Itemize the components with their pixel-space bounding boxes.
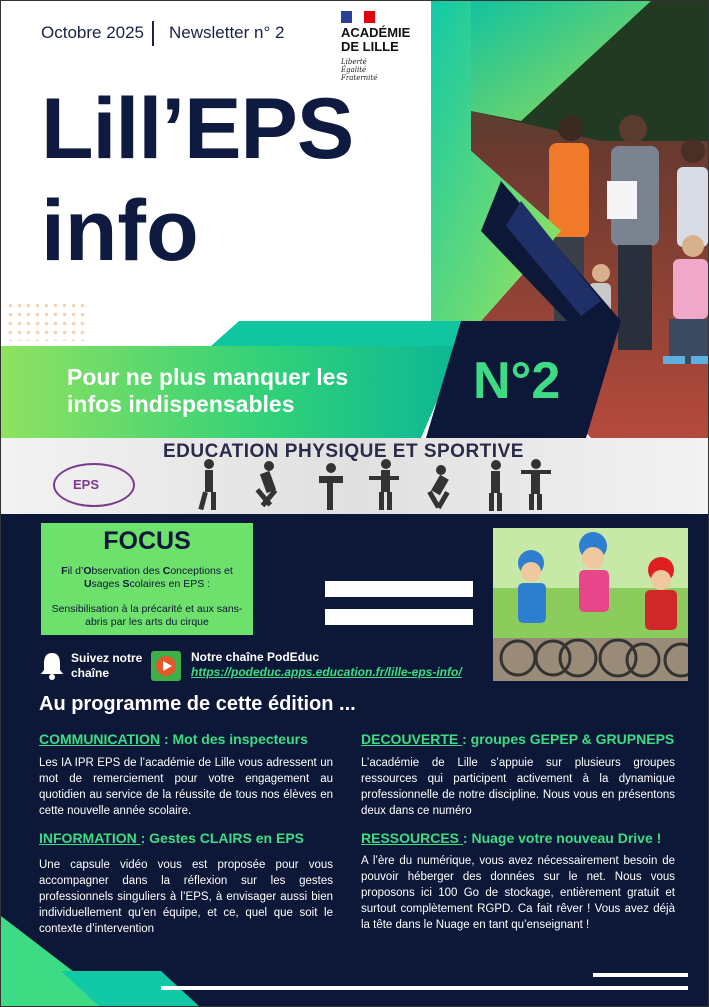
motto-fraternite: Fraternité	[341, 74, 378, 82]
main-title-line2: info	[41, 183, 199, 279]
eps-logo-text: EPS	[73, 477, 100, 492]
section-ressources-heading[interactable]: RESSOURCES : Nuage votre nouveau Drive !	[361, 830, 662, 846]
academie-name-line2: DE LILLE	[341, 39, 399, 54]
focus-subject: Sensibilisation à la précarité et aux sans-abris par les arts du cirque	[51, 603, 243, 628]
podeduc-play-icon[interactable]	[151, 651, 181, 681]
bell-icon[interactable]	[39, 650, 65, 680]
section-ressources-text: A l’ère du numérique, vous avez nécessairement besoin de pouvoir héberger des données sur le net. Nous vous proposons ici 100 Go de stockage, entièrement gratuit et surtout complètement RGPD. Ca fait rêver ! Vous avez déjà la tête dans le Nuage en tant qu’enseignant !	[361, 855, 675, 931]
programme-heading: Au programme de cette édition ...	[39, 693, 356, 715]
section-communication-text: Les IA IPR EPS de l’académie de Lille vous adressent un mot de remerciement pour votre engagement au quotidien au service de la réussite de tous nos élèves en cette nouvelle année scolaire.	[39, 757, 333, 817]
follow-line2: chaîne	[71, 666, 110, 680]
academie-logo-text	[341, 26, 410, 54]
section-decouverte-text: L’académie de Lille s’appuie sur plusieurs groupes ressources qui participent activement à la dynamique professionnelle de notre discipline. Nous vous en présentons deux dans ce numéro	[361, 757, 675, 817]
newsletter-number: Newsletter n° 2	[169, 23, 285, 42]
decorative-line	[161, 986, 688, 990]
main-title-line1: Lill’EPS	[41, 81, 354, 177]
academie-motto	[341, 58, 377, 82]
follow-line1: Suivez notre	[71, 651, 143, 665]
section-decouverte-heading[interactable]: DECOUVERTE : groupes GEPEP & GRUPNEPS	[361, 731, 675, 747]
section-information-heading[interactable]: INFORMATION : Gestes CLAIRS en EPS	[39, 830, 305, 846]
decorative-bar	[325, 609, 473, 625]
section-communication-heading[interactable]: COMMUNICATION : Mot des inspecteurs	[39, 731, 308, 747]
motto-egalite: Égalité	[341, 66, 367, 74]
decorative-bar	[325, 581, 473, 597]
edition-date: Octobre 2025	[41, 23, 145, 42]
bottom-left-decoration	[1, 916, 261, 1007]
section-information-text: Une capsule vidéo vous est proposée pour vous accompagner dans la réflexion sur les gestes professionnels singuliers à l’EPS, à envisager aussi bien individuellement qu’en équipe, et ce, quel que soit le contexte d’intervention	[39, 859, 333, 935]
header-divider	[152, 21, 154, 46]
athletes-silhouettes	[191, 456, 561, 514]
issue-number: N°2	[473, 352, 561, 410]
french-flag-icon	[341, 11, 375, 23]
eps-banner-title: EDUCATION PHYSIQUE ET SPORTIVE	[163, 441, 524, 462]
kids-cycling-photo	[493, 528, 688, 681]
focus-description: Fil d’Observation des Conceptions et Usages Scolaires en EPS :	[61, 565, 233, 590]
focus-title: FOCUS	[103, 527, 191, 555]
podeduc-title: Notre chaîne PodEduc	[191, 650, 320, 664]
banner-tagline	[67, 364, 348, 418]
podeduc-link[interactable]: https://podeduc.apps.education.fr/lille-eps-info/	[191, 665, 462, 679]
motto-liberte: Liberté	[341, 58, 367, 66]
banner-tagline-line1: Pour ne plus manquer les	[67, 364, 349, 390]
banner-tagline-line2: infos indispensables	[67, 391, 295, 417]
follow-channel[interactable]	[71, 651, 142, 681]
academie-name-line1: ACADÉMIE	[341, 25, 411, 40]
decorative-line	[593, 973, 688, 977]
decorative-dots	[6, 301, 86, 341]
